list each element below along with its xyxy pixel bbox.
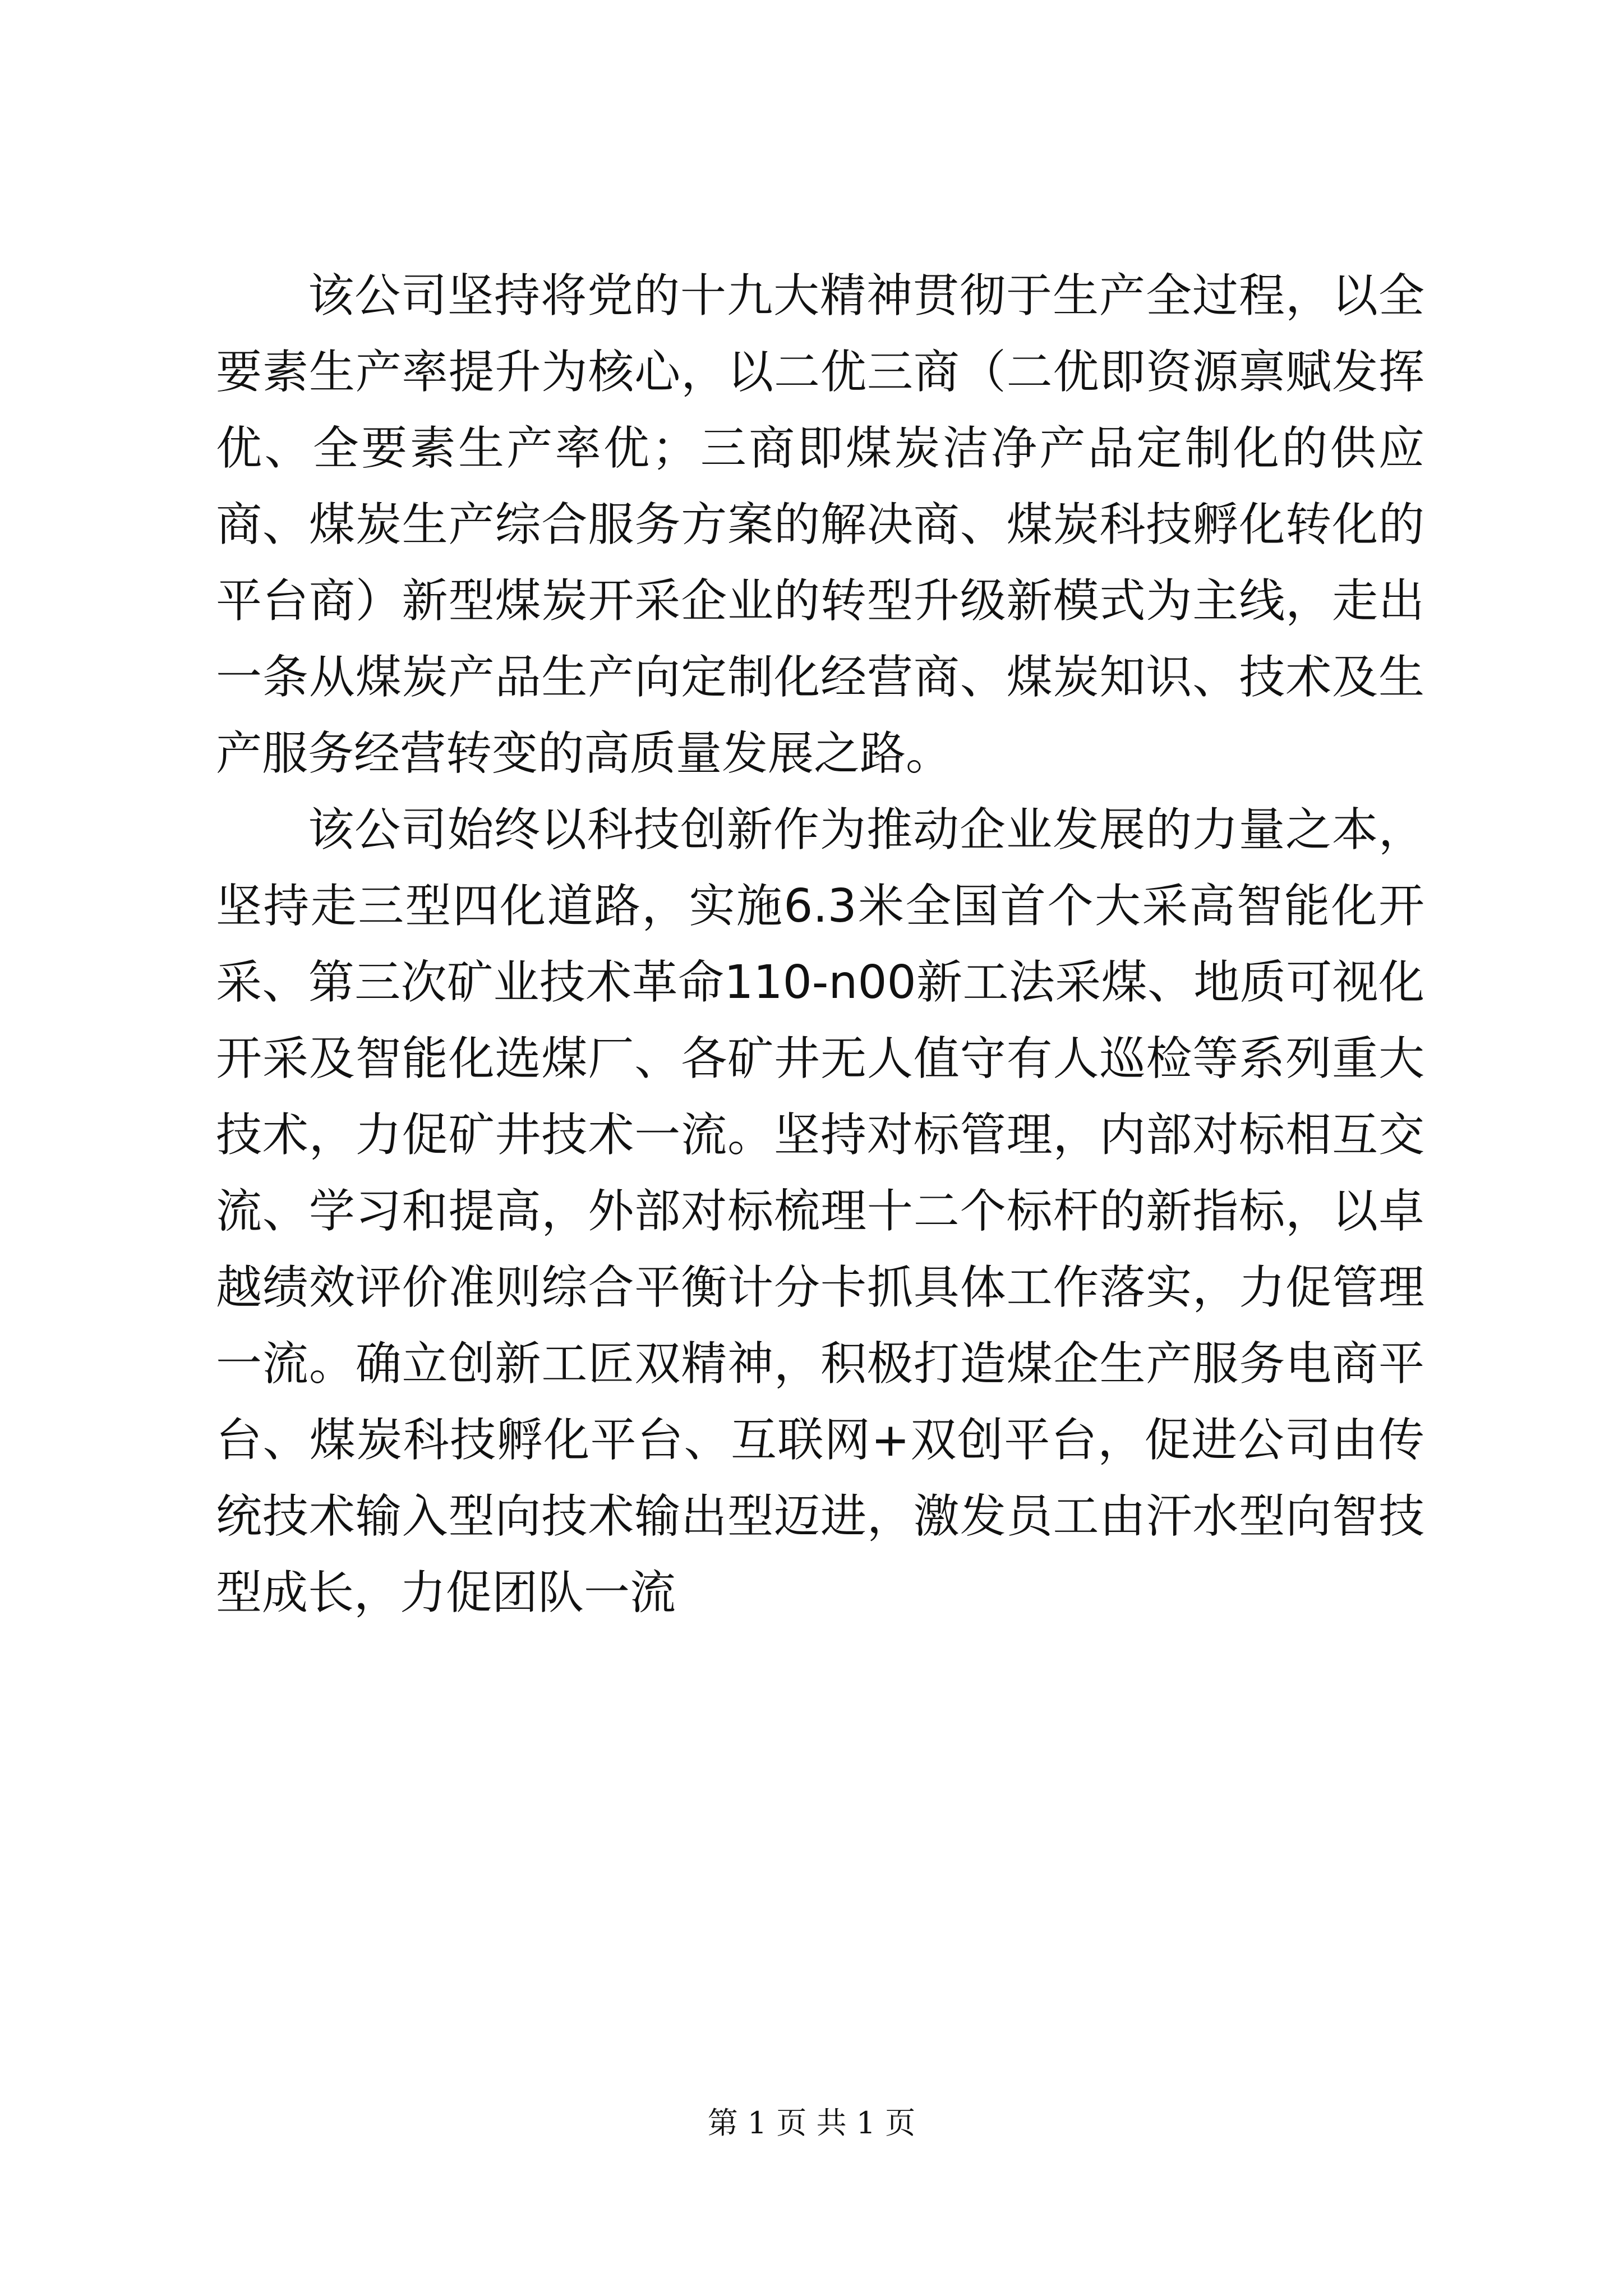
- paragraph-1: 该公司坚持将党的十九大精神贯彻于生产全过程，以全要素生产率提升为核心，以二优三商（二优即资源禀赋发挥优、全要素生产率优；三商即煤炭洁净产品定制化的供应商、煤炭生产综合服务方案的解决商、煤炭科技孵化转化的平台商）新型煤炭开采企业的转型升级新模式为主线，走出一条从煤炭产品生产向定制化经营商、煤炭知识、技术及生产服务经营转变的高质量发展之路。: [216, 269, 1424, 780]
- page-footer: 第 1 页 共 1 页: [707, 2105, 916, 2141]
- document-body: [216, 258, 1424, 1631]
- paragraph-2: 该公司始终以科技创新作为推动企业发展的力量之本，坚持走三型四化道路，实施6.3米全国首个大采高智能化开采、第三次矿业技术革命110-n00新工法采煤、地质可视化开采及智能化选煤厂、各矿井无人值守有人巡检等系列重大技术，力促矿井技术一流。坚持对标管理，内部对标相互交流、学习和提高，外部对标梳理十二个标杆的新指标，以卓越绩效评价准则综合平衡计分卡抓具体工作落实，力促管理一流。确立创新工匠双精神，积极打造煤企生产服务电商平台、煤炭科技孵化平台、互联网+双创平台，促进公司由传统技术输入型向技术输出型迈进，激发员工由汗水型向智技型成长，力促团队一流: [216, 803, 1424, 1619]
